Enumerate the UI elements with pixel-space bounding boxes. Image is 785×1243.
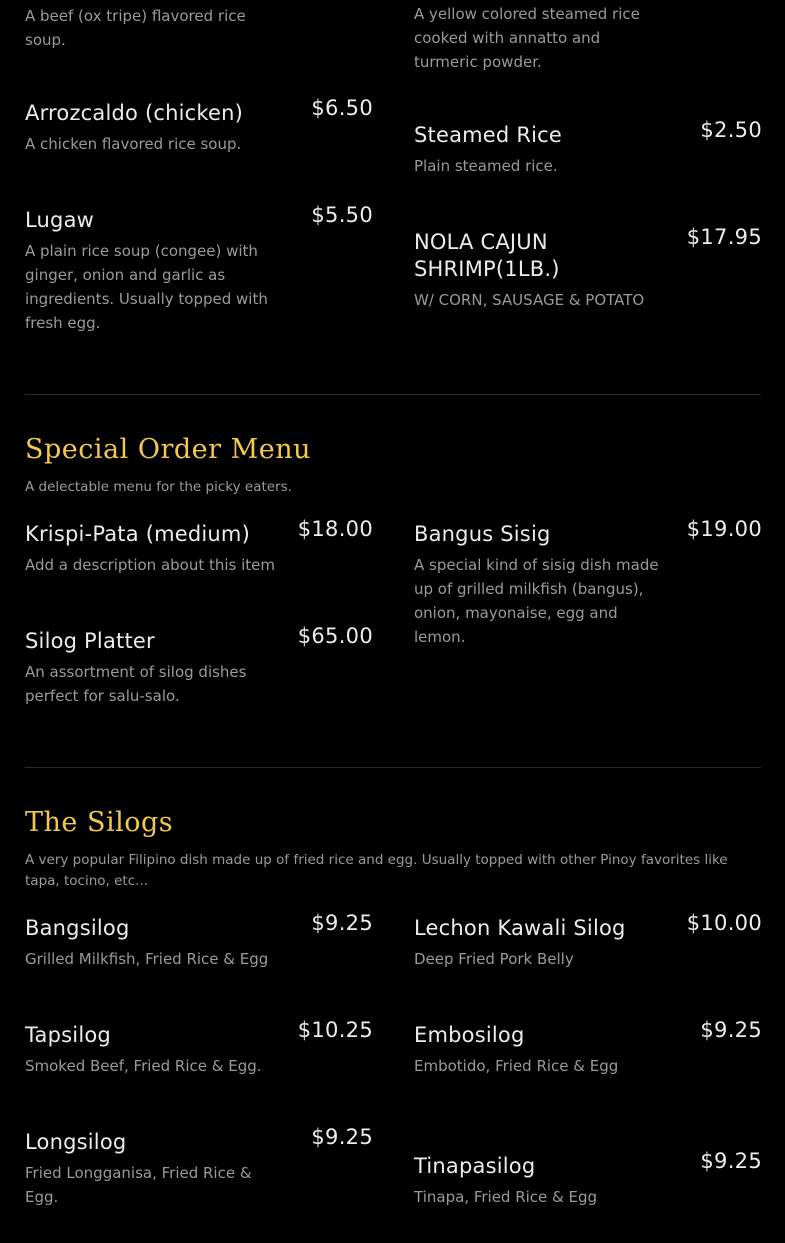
item-description: Tinapa, Fried Rice & Egg [414,1188,598,1206]
item-description: Grilled Milkfish, Fried Rice & Egg [25,950,269,968]
menu-item-lugaw [25,203,373,335]
menu-item-embosilog [414,1018,762,1078]
item-name: Longsilog [25,1130,127,1154]
item-price: $9.25 [311,911,373,935]
menu-item-nola-cajun-shrimp [414,225,762,312]
item-price: $10.00 [686,911,762,935]
menu-item-tapsilog [25,1018,373,1078]
menu-item-yellow-rice [414,2,762,74]
item-price: $19.00 [686,517,762,541]
menu-item-longsilog [25,1125,373,1209]
item-name: Lechon Kawali Silog [414,916,626,940]
section-title-special-order: Special Order Menu [25,434,312,465]
item-name: Tapsilog [25,1023,111,1047]
item-description: A plain rice soup (congee) with ginger, onion and garlic as ingredients. Usually topped with fresh egg. [25,242,268,332]
item-price: $17.95 [686,225,762,249]
item-name: Steamed Rice [414,123,563,147]
menu-item-lechon-kawali-silog [414,911,762,971]
section-divider [25,767,761,768]
item-description: Embotido, Fried Rice & Egg [414,1057,619,1075]
menu-item-silog-platter [25,624,373,708]
item-description: An assortment of silog dishes perfect for salu-salo. [25,663,247,705]
item-price: $5.50 [311,203,373,227]
item-name: Embosilog [414,1023,525,1047]
menu-item-bangsilog [25,911,373,971]
item-price: $9.25 [700,1018,762,1042]
item-price: $10.25 [297,1018,373,1042]
item-description: Add a description about this item [25,556,276,574]
item-name: NOLA CAJUN SHRIMP(1LB.) [414,230,560,281]
item-name: Bangsilog [25,916,130,940]
item-description: A special kind of sisig dish made up of grilled milkfish (bangus), onion, mayonaise, egg and lemon. [414,556,659,646]
menu-item-bangus-sisig [414,517,762,649]
item-name: Krispi-Pata (medium) [25,522,250,546]
item-description: A beef (ox tripe) flavored rice soup. [25,7,246,49]
section-title-silogs: The Silogs [25,807,174,838]
menu-item-arrozcaldo [25,96,373,156]
section-subtitle-special-order: A delectable menu for the picky eaters. [25,479,292,495]
item-description: A chicken flavored rice soup. [25,135,242,153]
item-price: $2.50 [700,118,762,142]
item-price: $9.25 [311,1125,373,1149]
item-name: Lugaw [25,208,95,232]
item-description: Plain steamed rice. [414,157,558,175]
menu-item-beef-rice-soup [25,4,373,52]
item-name: Silog Platter [25,629,155,653]
menu-item-steamed-rice [414,118,762,178]
menu-item-krispi-pata [25,517,373,577]
item-name: Arrozcaldo (chicken) [25,101,244,125]
item-description: Smoked Beef, Fried Rice & Egg. [25,1057,262,1075]
item-name: Bangus Sisig [414,522,551,546]
item-price: $6.50 [311,96,373,120]
item-description: A yellow colored steamed rice cooked with annatto and turmeric powder. [414,5,640,71]
item-description: Deep Fried Pork Belly [414,950,574,968]
item-price: $65.00 [297,624,373,648]
menu-item-tinapasilog [414,1149,762,1209]
section-divider [25,394,761,395]
section-subtitle-silogs: A very popular Filipino dish made up of fried rice and egg. Usually topped with other Pinoy favorites like tapa, tocino, etc... [25,852,728,889]
item-price: $9.25 [700,1149,762,1173]
item-name: Tinapasilog [414,1154,536,1178]
item-description: Fried Longganisa, Fried Rice & Egg. [25,1164,252,1206]
item-price: $18.00 [297,517,373,541]
item-description: W/ CORN, SAUSAGE & POTATO [414,291,645,309]
